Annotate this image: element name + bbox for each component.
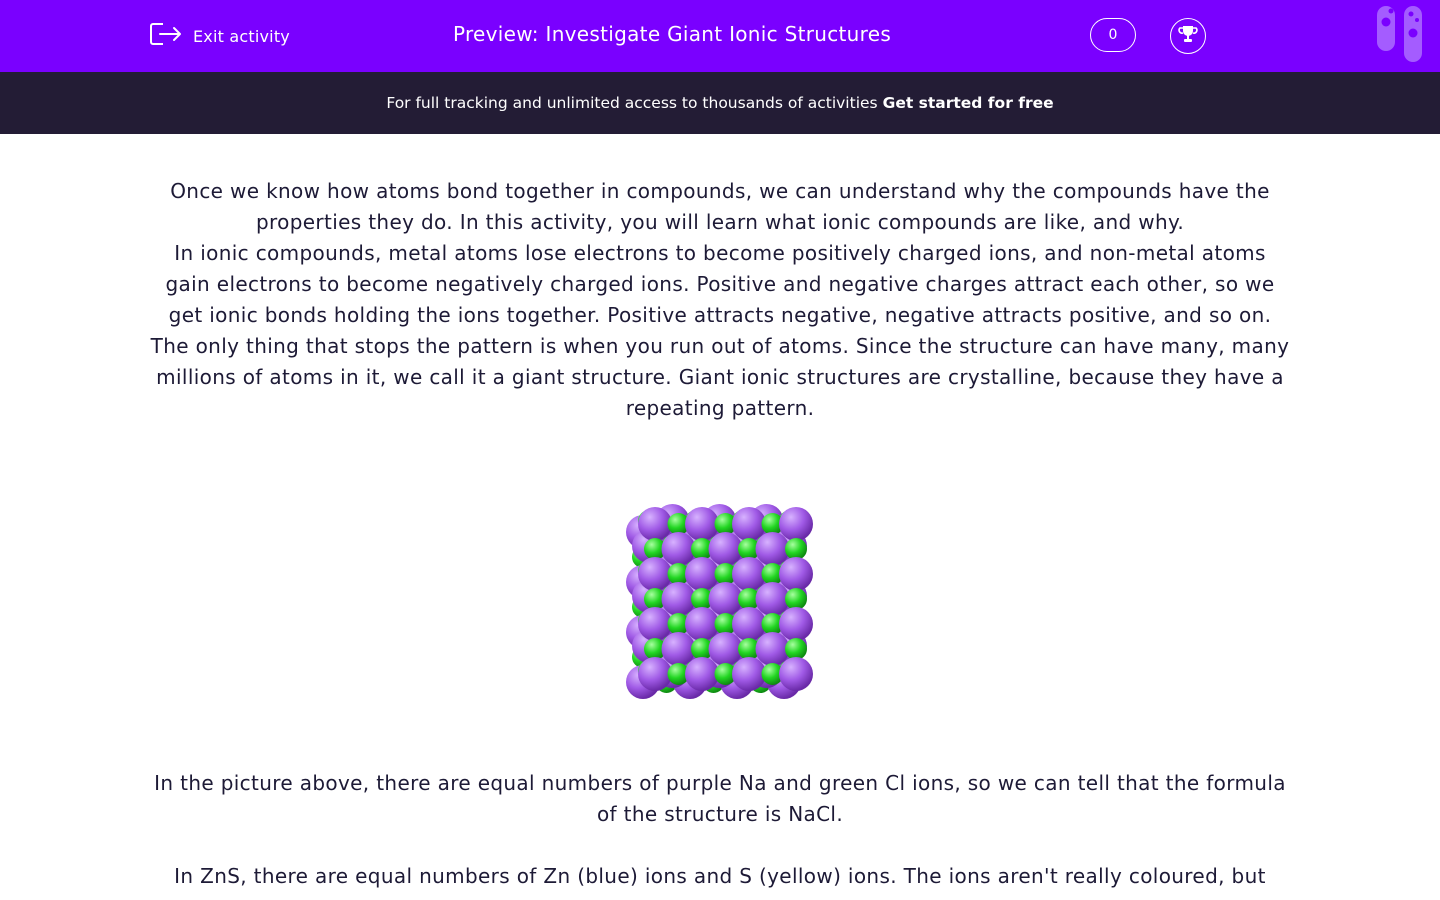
get-started-link[interactable]: Get started for free xyxy=(882,94,1054,112)
exit-activity-button[interactable] xyxy=(149,22,290,50)
na-ion xyxy=(779,657,813,691)
top-bar xyxy=(0,0,1440,72)
zns-text xyxy=(150,861,1290,892)
na-ion xyxy=(779,607,813,641)
test-tubes-logo xyxy=(1376,6,1432,70)
na-ion xyxy=(756,632,790,666)
na-ion xyxy=(685,657,719,691)
trophy-button[interactable] xyxy=(1170,18,1206,54)
exit-icon xyxy=(149,20,183,52)
cl-ion xyxy=(785,588,807,610)
na-ion xyxy=(638,557,672,591)
upgrade-banner xyxy=(0,72,1440,134)
exit-activity-label: Exit activity xyxy=(193,26,290,46)
paragraph-nacl: In the picture above, there are equal numbers of purple Na and green Cl ions, so we can tell that the formula of the structure is NaCl. xyxy=(154,771,1286,826)
na-ion xyxy=(779,507,813,541)
na-ion xyxy=(709,582,743,616)
na-ion xyxy=(732,657,766,691)
paragraph-giant-structure: The only thing that stops the pattern is when you run out of atoms. Since the structure can have many, many millions of atoms in it, we call it a giant structure. Giant ionic structures are crystalline, because they have a repeating pattern. xyxy=(150,334,1290,420)
banner-text: For full tracking and unlimited access to thousands of activities xyxy=(386,94,878,112)
na-ion xyxy=(638,507,672,541)
intro-text xyxy=(150,176,1290,424)
na-ion xyxy=(662,582,696,616)
cl-ion xyxy=(785,538,807,560)
na-ion xyxy=(709,532,743,566)
trophy-icon xyxy=(1177,23,1199,49)
na-ion xyxy=(732,507,766,541)
nacl-lattice-image xyxy=(597,490,843,736)
paragraph-intro: Once we know how atoms bond together in compounds, we can understand why the compounds have the properties they do. In this activity, you will learn what ionic compounds are like, and why. xyxy=(170,179,1270,234)
paragraph-ionic-bonds: In ionic compounds, metal atoms lose electrons to become positively charged ions, and non-metal atoms gain electrons to become negatively charged ions. Positive and negative charges attract each other, so we get ionic bonds holding the ions together. Positive attracts negative, negative attracts positive, and so on. xyxy=(165,241,1275,327)
na-ion xyxy=(662,632,696,666)
na-ion xyxy=(756,582,790,616)
na-ion xyxy=(638,607,672,641)
na-ion xyxy=(662,532,696,566)
cl-ion xyxy=(785,638,807,660)
na-ion xyxy=(732,557,766,591)
na-ion xyxy=(685,607,719,641)
na-ion xyxy=(732,607,766,641)
na-ion xyxy=(756,532,790,566)
score-badge: 0 xyxy=(1090,18,1136,52)
na-ion xyxy=(779,557,813,591)
na-ion xyxy=(709,632,743,666)
page-title: Preview: Investigate Giant Ionic Structures xyxy=(452,22,892,46)
na-ion xyxy=(638,657,672,691)
na-ion xyxy=(685,557,719,591)
paragraph-zns: In ZnS, there are equal numbers of Zn (blue) ions and S (yellow) ions. The ions aren't really coloured, but xyxy=(174,864,1266,888)
nacl-caption xyxy=(150,768,1290,830)
na-ion xyxy=(685,507,719,541)
